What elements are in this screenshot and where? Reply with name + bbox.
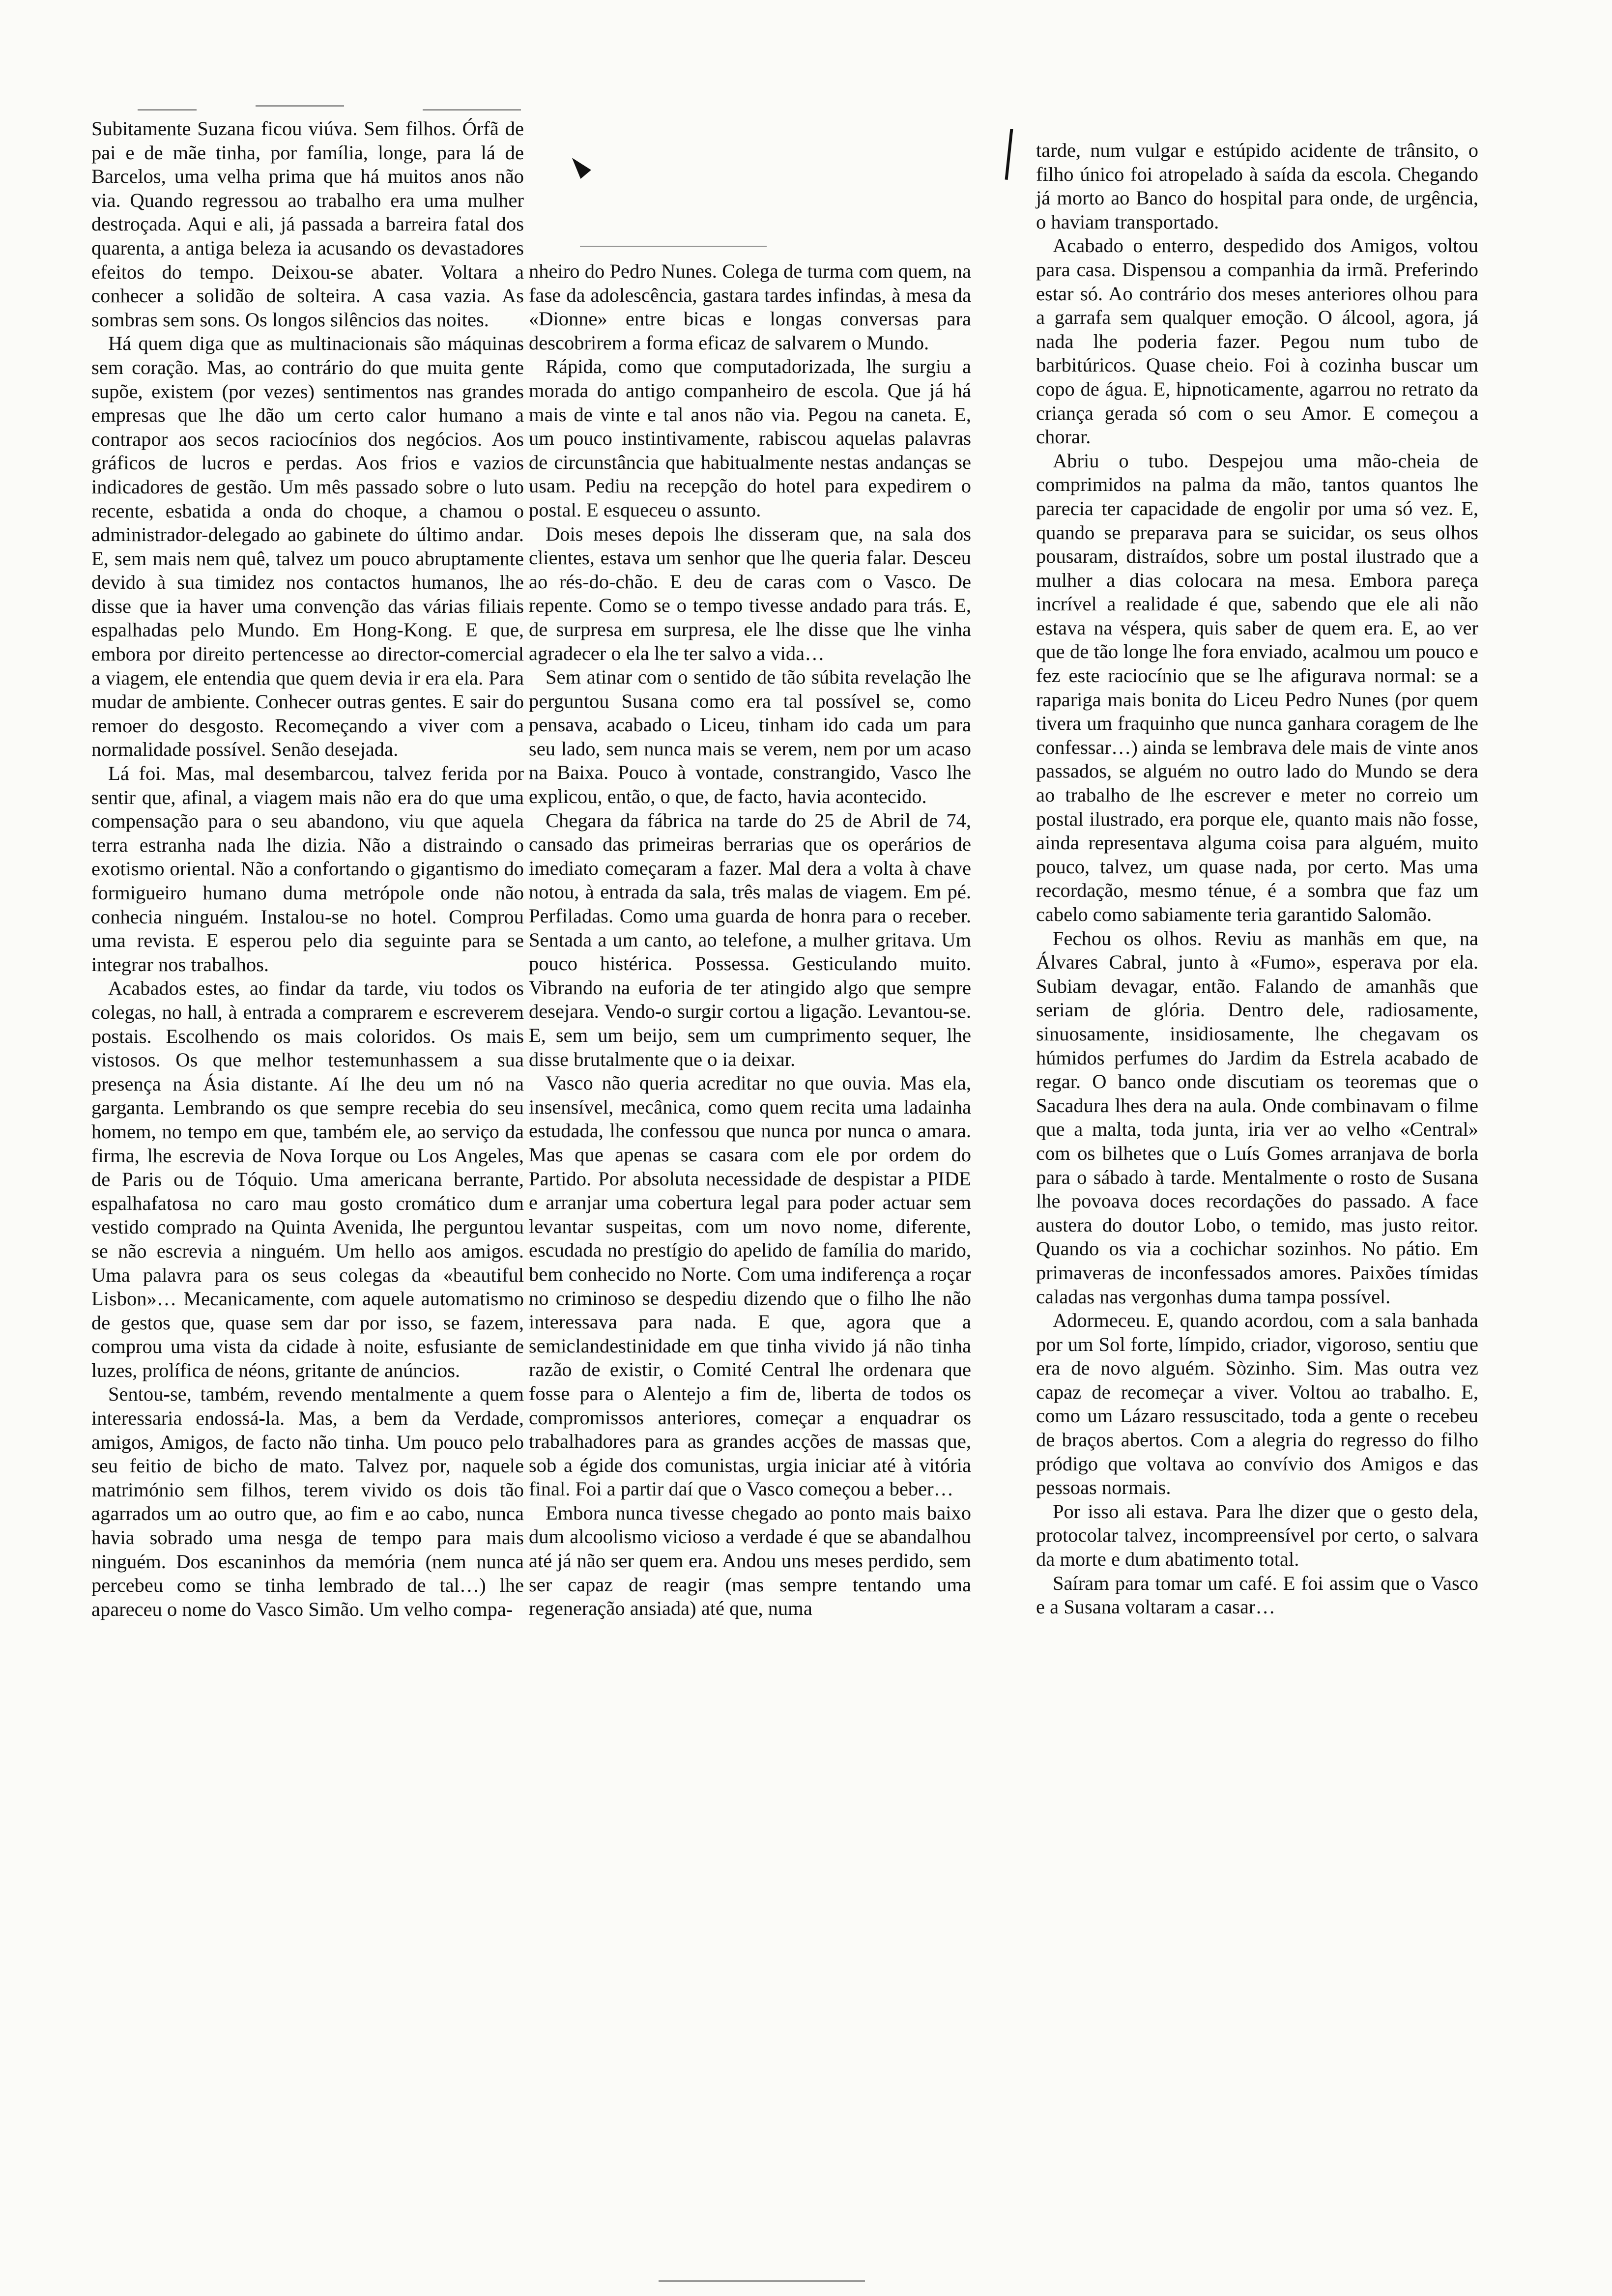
- column-3: [1036, 139, 1478, 1619]
- paragraph: Subitamente Suzana ficou viúva. Sem filhos. Órfã de pai e de mãe tinha, por família, longe, para lá de Barcelos, uma velha prima que há muitos anos não via. Quando regressou ao trabalho era uma mulher destroçada. Aqui e ali, já passada a barreira fatal dos quarenta, a antiga beleza ia acusando os devastadores efeitos do tempo. Deixou-se abater. Voltara a conhecer a solidão de solteira. A casa vazia. As sombras sem sons. Os longos silêncios das noites.: [91, 117, 524, 331]
- column-1: [91, 117, 524, 1621]
- speck: [256, 105, 344, 107]
- speck: [580, 246, 767, 247]
- paragraph: Fechou os olhos. Reviu as manhãs em que, na Álvares Cabral, junto à «Fumo», esperava por ela. Subiam devagar, então. Falando de amanhãs que seriam de glória. Dentro dele, radiosamente, sinuosamente, insidiosamente, lhe chegavam os húmidos perfumes do Jardim da Estrela acabado de regar. O banco onde discutiam os teoremas que o Sacadura lhes dera na aula. Onde combinavam o filme que a malta, toda junta, iria ver ao velho «Central» com os bilhetes que o Luís Gomes arranjava de borla para o sábado à tarde. Mentalmente o rosto de Susana lhe povoava doces recordações do passado. A face austera do doutor Lobo, o temido, mas justo reitor. Quando os via a cochichar sozinhos. No pátio. Em primaveras de inconfessados amores. Paixões tímidas caladas nas vergonhas duma tampa possível.: [1036, 927, 1478, 1308]
- paragraph: Embora nunca tivesse chegado ao ponto mais baixo dum alcoolismo vicioso a verdade é que se abandalhou até já não ser quem era. Andou uns meses perdido, sem ser capaz de reagir (mas sempre tentando uma regeneração ansiada) até que, numa: [529, 1501, 971, 1620]
- paragraph: Saíram para tomar um café. E foi assim que o Vasco e a Susana voltaram a casar…: [1036, 1572, 1478, 1618]
- paragraph: Acabados estes, ao findar da tarde, viu todos os colegas, no hall, à entrada a comprarem e escreverem postais. Escolhendo os mais coloridos. Os mais vistosos. Os que melhor testemunhassem a sua presença na Ásia distante. Aí lhe deu um nó na garganta. Lembrando os que sempre recebia do seu homem, no tempo em que, também ele, ao serviço da firma, lhe escrevia de Nova Iorque ou Los Angeles, de Paris ou de Tóquio. Uma americana berrante, espalhafatosa no caro mau gosto cromático dum vestido comprado na Quinta Avenida, lhe perguntou se não escrevia a ninguém. Um hello aos amigos. Uma palavra para os seus colegas da «beautiful Lisbon»… Mecanicamente, com aquele automatismo de gestos que, quase sem dar por isso, se fazem, comprou uma vista da cidade à noite, esfusiante de luzes, prolífica de néons, gritante de anúncios.: [91, 977, 524, 1381]
- arrow-mark-icon: [567, 153, 591, 179]
- paragraph: Chegara da fábrica na tarde do 25 de Abril de 74, cansado das primeiras berrarias que os operários de imediato começaram a fazer. Mal dera a volta à chave notou, à entrada da sala, três malas de viagem. Em pé. Perfiladas. Como uma guarda de honra para o receber. Sentada a um canto, ao telefone, a mulher gritava. Um pouco histérica. Possessa. Gesticulando muito. Vibrando na euforia de ter atingido algo que sempre desejara. Vendo-o surgir cortou a ligação. Levantou-se. E, sem um beijo, sem um cumprimento sequer, lhe disse brutalmente que o ia deixar.: [529, 809, 971, 1070]
- paragraph: tarde, num vulgar e estúpido acidente de trânsito, o filho único foi atropelado à saída da escola. Chegando já morto ao Banco do hospital para onde, de urgência, o haviam transportado.: [1036, 139, 1478, 233]
- paragraph: Lá foi. Mas, mal desembarcou, talvez ferida por sentir que, afinal, a viagem mais não era do que uma compensação para o seu abandono, viu que aquela terra estranha nada lhe dizia. Não a distraindo o exotismo oriental. Não a confortando o gigantismo do formigueiro humano duma metrópole onde não conhecia ninguém. Instalou-se no hotel. Comprou uma revista. E esperou pelo dia seguinte para se integrar nos trabalhos.: [91, 762, 524, 976]
- paragraph: Sentou-se, também, revendo mentalmente a quem interessaria endossá-la. Mas, a bem da Verdade, amigos, Amigos, de facto não tinha. Um pouco pelo seu feitio de bicho de mato. Talvez por, naquele matrimónio sem filhos, terem vivido os dois tão agarrados um ao outro que, ao fim e ao cabo, nunca havia sobrado uma nesga de tempo para mais ninguém. Dos escaninhos da memória (nem nunca percebeu como se tinha lembrado de tal…) lhe apareceu o nome do Vasco Simão. Um velho compa-: [91, 1383, 524, 1620]
- column-2: [529, 259, 971, 1621]
- paragraph: Por isso ali estava. Para lhe dizer que o gesto dela, protocolar talvez, incompreensível por certo, o salvara da morte e dum abatimento total.: [1036, 1500, 1478, 1571]
- paragraph: Rápida, como que computadorizada, lhe surgiu a morada do antigo companheiro de escola. Que já há mais de vinte e tal anos não via. Pegou na caneta. E, um pouco instintivamente, rabiscou aquelas palavras de circunstância que habitualmente nestas andanças se usam. Pediu na recepção do hotel para expedirem o postal. E esqueceu o assunto.: [529, 355, 971, 521]
- speck: [659, 2280, 865, 2282]
- paragraph: Acabado o enterro, despedido dos Amigos, voltou para casa. Dispensou a companhia da irmã. Preferindo estar só. Ao contrário dos meses anteriores olhou para a garrafa sem qualquer emoção. O álcool, agora, já nada lhe poderia fazer. Pegou num tubo de barbitúricos. Quase cheio. Foi à cozinha buscar um copo de água. E, hipnoticamente, agarrou no retrato da criança gerada só com o seu Amor. E começou a chorar.: [1036, 234, 1478, 448]
- paragraph: Há quem diga que as multinacionais são máquinas sem coração. Mas, ao contrário do que muita gente supõe, existem (por vezes) sentimentos nas grandes empresas que lhe dão um certo calor humano a contrapor aos secos raciocínios dos negócios. Aos gráficos de lucros e perdas. Aos frios e vazios indicadores de gestão. Um mês passado sobre o luto recente, esbatida a onda do choque, a chamou o administrador-delegado ao gabinete do último andar. E, sem mais nem quê, talvez um pouco abruptamente devido à sua timidez nos contactos humanos, lhe disse que ia haver uma convenção das várias filiais espalhadas pelo Mundo. Em Hong-Kong. E que, embora por direito pertencesse ao director-comercial a viagem, ele entendia que quem devia ir era ela. Para mudar de ambiente. Conhecer outras gentes. E sair do remoer do desgosto. Recomeçando a viver com a normalidade possível. Senão desejada.: [91, 332, 524, 761]
- paragraph: Adormeceu. E, quando acordou, com a sala banhada por um Sol forte, límpido, criador, vigoroso, sentiu que era de novo alguém. Sòzinho. Sim. Mas outra vez capaz de recomeçar a viver. Voltou ao trabalho. E, como um Lázaro ressuscitado, toda a gente o recebeu de braços abertos. Com a alegria do regresso do filho pródigo que voltava ao convívio dos Amigos e das pessoas normais.: [1036, 1309, 1478, 1499]
- speck: [138, 109, 197, 111]
- paragraph: nheiro do Pedro Nunes. Colega de turma com quem, na fase da adolescência, gastara tardes infindas, à mesa da «Dionne» entre bicas e longas conversas para descobrirem a forma eficaz de salvarem o Mundo.: [529, 260, 971, 354]
- paragraph: Abriu o tubo. Despejou uma mão-cheia de comprimidos na palma da mão, tantos quantos lhe parecia ter capacidade de engolir por uma só vez. E, quando se preparava para se suicidar, os seus olhos pousaram, distraídos, sobre um postal ilustrado que a mulher a dias colocara na mesa. Embora pareça incrível a realidade é que, sabendo que ele ali não estava na véspera, quis saber de quem era. E, ao ver que de tão longe lhe fora enviado, acalmou um pouco e fez este raciocínio que se lhe afigurava normal: se a rapariga mais bonita do Liceu Pedro Nunes (por quem tivera um fraquinho que nunca ganhara coragem de lhe confessar…) ainda se lembrava dele mais de vinte anos passados, se alguém no outro lado do Mundo se dera ao trabalho de lhe escrever e meter no correio um postal ilustrado, era porque ele, quanto mais não fosse, ainda representava alguma coisa para alguém, muito pouco, talvez, um quase nada, por certo. Mas uma recordação, mesmo ténue, é a sombra que faz um cabelo como sabiamente teria garantido Salomão.: [1036, 449, 1478, 925]
- paragraph: Sem atinar com o sentido de tão súbita revelação lhe perguntou Susana como era tal possível se, como pensava, acabado o Liceu, tinham ido cada um para seu lado, sem nunca mais se verem, nem por um acaso na Baixa. Pouco à vontade, constrangido, Vasco lhe explicou, então, o que, de facto, havia acontecido.: [529, 666, 971, 808]
- speck: [423, 109, 521, 111]
- vertical-rule-mark: [1005, 129, 1013, 180]
- paragraph: Dois meses depois lhe disseram que, na sala dos clientes, estava um senhor que lhe queria falar. Desceu ao rés-do-chão. E deu de caras com o Vasco. De repente. Como se o tempo tivesse andado para trás. E, de surpresa em surpresa, ele lhe disse que lhe vinha agradecer o ela lhe ter salvo a vida…: [529, 522, 971, 664]
- paragraph: Vasco não queria acreditar no que ouvia. Mas ela, insensível, mecânica, como quem recita uma ladainha estudada, lhe confessou que nunca por nunca o amara. Mas que apenas se casara com ele por ordem do Partido. Por absoluta necessidade de despistar a PIDE e arranjar uma cobertura legal para poder actuar sem levantar suspeitas, com um novo nome, diferente, escudada no prestígio do apelido de família do marido, bem conhecido no Norte. Com uma indiferença a roçar no criminoso se despediu dizendo que o filho lhe não interessava para nada. E que, agora que a semiclandestinidade em que tinha vivido já não tinha razão de existir, o Comité Central lhe ordenara que fosse para o Alentejo a fim de, liberta de todos os compromissos anteriores, começar a enquadrar os trabalhadores para as grandes acções de massas que, sob a égide dos comunistas, urgia iniciar até à vitória final. Foi a partir daí que o Vasco começou a beber…: [529, 1072, 971, 1500]
